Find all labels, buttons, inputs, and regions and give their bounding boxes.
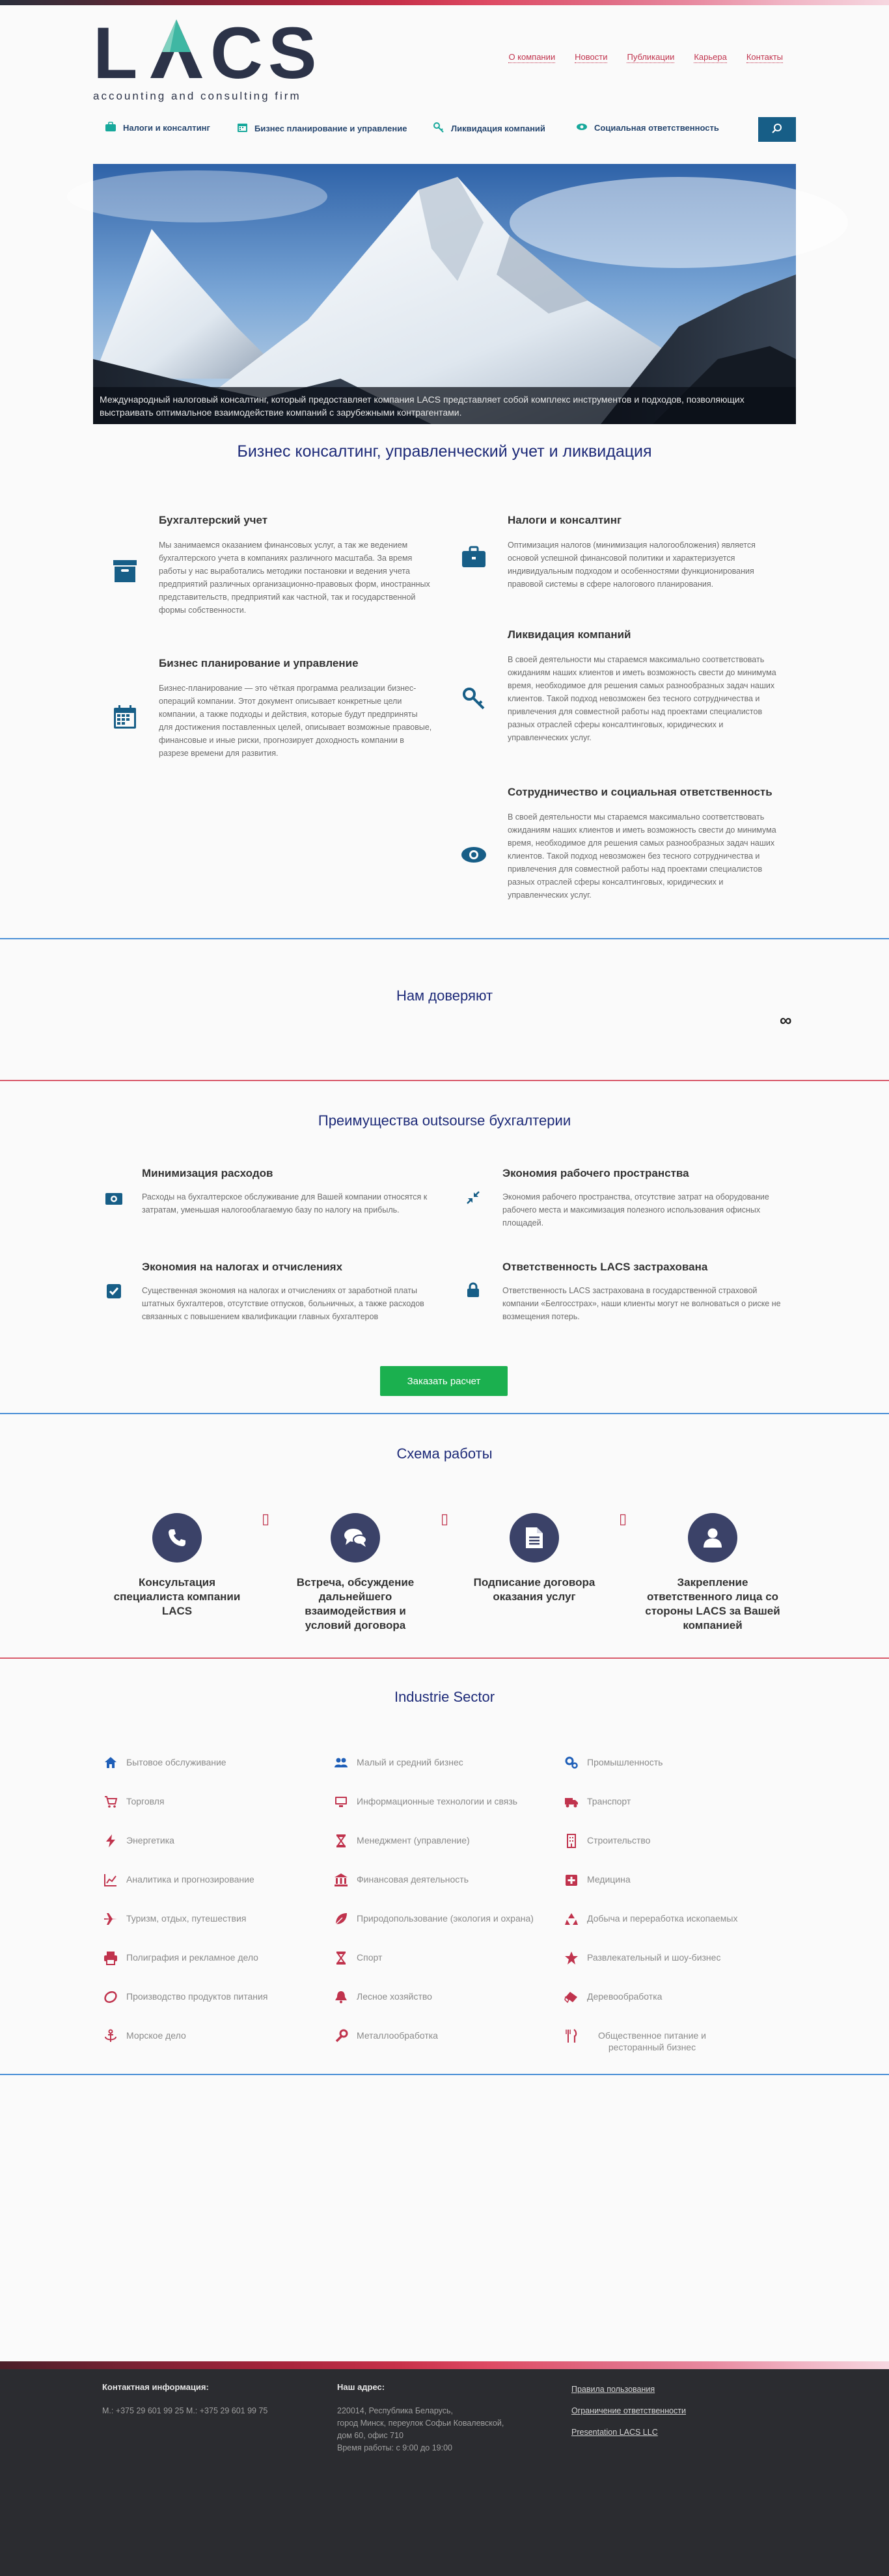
- industry-item[interactable]: [335, 1991, 556, 2004]
- chart-icon: [104, 1873, 117, 1886]
- site-footer: [0, 2369, 889, 2576]
- industry-label: Природопользование (экология и охрана): [357, 1913, 534, 1924]
- cutlery-icon: [565, 2030, 578, 2043]
- industry-item[interactable]: [565, 1991, 786, 2004]
- service-text: Бизнес-планирование — это чёткая программа реализации бизнес-операций компании. Этот документ описывает конкретные цели компании, а также подходы и действия, которые будут предприняты для достижения поставленных целей, описывает возможные правовые, финансовые и иные риски, прогнозирует доходность компании в разрезе времени для развития.: [159, 684, 432, 758]
- advantages-title: Преимущества outsourse бухгалтерии: [318, 1112, 571, 1129]
- bank-icon: [335, 1873, 348, 1886]
- industry-item[interactable]: [335, 1795, 556, 1808]
- leaf-icon: [335, 1912, 348, 1925]
- industry-item[interactable]: [335, 1952, 556, 1965]
- industry-label: Строительство: [587, 1835, 651, 1845]
- eye-icon: [459, 840, 488, 869]
- check-square-icon: [104, 1281, 124, 1301]
- industry-label: Финансовая деятельность: [357, 1874, 469, 1885]
- industry-label: Развлекательный и шоу-бизнес: [587, 1952, 721, 1963]
- industry-item[interactable]: [104, 1834, 325, 1847]
- top-nav-contacts[interactable]: Контакты: [746, 52, 783, 62]
- industry-label: Медицина: [587, 1874, 631, 1885]
- service-text: Оптимизация налогов (минимизация налогообложения) является основой успешной финансовой политики и характеризуется индивидуальным подходом и особенностями функционирования правовой системы в сфере налогового планирования.: [508, 541, 756, 589]
- service-taxes: [508, 514, 781, 591]
- advantage-cost-minimization: [142, 1167, 435, 1216]
- order-calculation-button[interactable]: Заказать расчет: [380, 1366, 508, 1396]
- industry-item[interactable]: [565, 1952, 786, 1965]
- eye-icon: [576, 122, 588, 133]
- advantage-title: Экономия на налогах и отчислениях: [142, 1261, 343, 1273]
- step-label: Встреча, обсуждение дальнейшего взаимодействия и условий договора: [296, 1576, 415, 1631]
- service-title: Ликвидация компаний: [508, 628, 631, 641]
- industry-item[interactable]: [565, 1873, 786, 1886]
- star-icon: [565, 1952, 578, 1965]
- industry-label: Менеджмент (управление): [357, 1835, 470, 1845]
- footer-contacts-title: Контактная информация:: [102, 2382, 209, 2392]
- advantage-tax-savings: [142, 1261, 435, 1323]
- archive-icon: [111, 557, 139, 585]
- footer-link-disclaimer[interactable]: Ограничение ответственности: [571, 2406, 687, 2415]
- calendar-icon: [236, 122, 248, 134]
- industry-item[interactable]: [335, 2030, 556, 2043]
- step-label: Подписание договора оказания услуг: [473, 1576, 595, 1603]
- cart-icon: [104, 1795, 117, 1808]
- workflow-title: Схема работы: [396, 1445, 493, 1462]
- trust-title: Нам доверяют: [396, 987, 493, 1004]
- advantage-title: Минимизация расходов: [142, 1167, 273, 1179]
- footer-contacts: [102, 2381, 310, 2417]
- service-text: В своей деятельности мы стараемся максимально соответствовать ожиданиям наших клиентов и иметь возможность свести до минимума время, необходимое для решения самых разнообразных задач наших клиентов. Такой подход невозможен без тесного сотрудничества и привлечения для совместной работы над проектами специалистов разных отраслей сферы консалтинговых, юридических и управленческих услуг.: [508, 655, 776, 742]
- plane-icon: [104, 1912, 117, 1925]
- industry-item[interactable]: [104, 1795, 325, 1808]
- bolt-icon: [104, 1834, 117, 1847]
- hourglass-icon: [335, 1834, 348, 1847]
- advantage-title: Экономия рабочего пространства: [502, 1167, 689, 1179]
- desktop-icon: [335, 1795, 348, 1808]
- industry-label: Металлообработка: [357, 2030, 438, 2041]
- site-header: [93, 5, 796, 109]
- industry-label: Полиграфия и рекламное дело: [126, 1952, 258, 1963]
- service-liquidation: [508, 628, 781, 744]
- briefcase-icon: [105, 122, 116, 133]
- category-label: Бизнес планирование и управление: [254, 123, 407, 133]
- category-label: Социальная ответственность: [594, 122, 719, 133]
- industry-item[interactable]: [565, 1795, 786, 1808]
- category-label: Ликвидация компаний: [451, 124, 545, 133]
- footer-address-line: дом 60, офис 710: [337, 2431, 403, 2440]
- industry-label: Производство продуктов питания: [126, 1991, 268, 2002]
- workflow-step-contract: [466, 1513, 603, 1604]
- industry-label: Туризм, отдых, путешествия: [126, 1913, 247, 1924]
- category-liquidation[interactable]: [433, 122, 545, 135]
- industry-item[interactable]: [335, 1912, 556, 1925]
- service-title: Бухгалтерский учет: [159, 514, 268, 526]
- advantage-text: Экономия рабочего пространства, отсутствие затрат на оборудование рабочего места и максимизация полезного использования офисных площадей.: [502, 1192, 769, 1228]
- top-color-stripe: [0, 0, 889, 5]
- step-label: Консультация специалиста компании LACS: [113, 1576, 241, 1617]
- phone-icon: [152, 1513, 202, 1563]
- carousel-control[interactable]: ∞: [780, 1010, 792, 1030]
- industry-item[interactable]: [335, 1756, 556, 1769]
- footer-color-stripe: [0, 2361, 889, 2369]
- step-arrow: ▯: [619, 1510, 627, 1527]
- industry-label: Информационные технологии и связь: [357, 1796, 518, 1806]
- briefcase-icon: [459, 543, 488, 571]
- industry-label: Общественное питание и ресторанный бизнес: [598, 2030, 706, 2052]
- industry-label: Транспорт: [587, 1796, 631, 1806]
- category-business-planning[interactable]: [236, 122, 407, 134]
- industries-title: Industrie Sector: [394, 1689, 495, 1705]
- step-arrow: ▯: [441, 1510, 449, 1527]
- medkit-icon: [565, 1873, 578, 1886]
- industry-label: Спорт: [357, 1952, 383, 1963]
- cogs-icon: [565, 1756, 578, 1769]
- recycle-icon: [565, 1912, 578, 1925]
- divider: [0, 2074, 889, 2075]
- svg-text:CS: CS: [210, 12, 322, 94]
- category-taxes[interactable]: [105, 122, 210, 133]
- hourglass-icon: [335, 1952, 348, 1965]
- footer-address: [337, 2381, 532, 2454]
- tagline: accounting and consulting firm: [93, 90, 301, 102]
- workflow-step-responsible-person: [644, 1513, 781, 1633]
- workflow-step-consultation: [109, 1513, 245, 1618]
- industry-label: Бытовое обслуживание: [126, 1757, 226, 1767]
- eraser-icon: [565, 1991, 578, 2004]
- compress-icon: [463, 1188, 483, 1207]
- key-icon: [459, 684, 488, 713]
- advantage-workspace: [502, 1167, 795, 1229]
- divider: [0, 1080, 889, 1081]
- footer-address-title: Наш адрес:: [337, 2382, 385, 2392]
- footer-address-line: город Минск, переулок Софьи Ковалевской,: [337, 2419, 504, 2428]
- top-nav: [508, 52, 783, 63]
- service-text: В своей деятельности мы стараемся максимально соответствовать ожиданиям наших клиентов и иметь возможность свести до минимума время, необходимое для решения самых разнообразных задач наших клиентов. Такой подход невозможен без тесного сотрудничества и привлечения для совместной работы над проектами специалистов разных отраслей сферы консалтинговых, юридических и управленческих услуг.: [508, 812, 776, 900]
- service-title: Сотрудничество и социальная ответственность: [508, 786, 773, 798]
- industry-label: Энергетика: [126, 1835, 174, 1845]
- truck-icon: [565, 1795, 578, 1808]
- workflow-step-meeting: [287, 1513, 424, 1633]
- key-icon: [433, 122, 444, 135]
- footer-link-presentation[interactable]: Presentation LACS LLC: [571, 2428, 658, 2437]
- service-text: Мы занимаемся оказанием финансовых услуг, а так же ведением бухгалтерского учета в компаниях различного масштаба. За время работы у нас выработались методики постановки и ведения учета предприятий различных организационно-правовых форм, иностранных представительств, предприятий как частной, так и государственной формы собственности.: [159, 541, 430, 615]
- footer-links: [571, 2383, 767, 2448]
- hero-caption: Международный налоговый консалтинг, который предоставляет компания LACS представляет собой комплекс инструментов и подходов, позволяющих выстраивать оптимальное взаимодействие компаний с зарубежными контрагентами.: [93, 387, 796, 424]
- anchor-icon: [104, 2030, 117, 2043]
- services-title: Бизнес консалтинг, управленческий учет и ликвидация: [237, 442, 652, 461]
- comments-icon: [331, 1513, 380, 1563]
- top-nav-career[interactable]: Карьера: [694, 52, 727, 62]
- industry-item[interactable]: [335, 1873, 556, 1886]
- step-label: Закрепление ответственного лица со стороны LACS за Вашей компанией: [645, 1576, 780, 1631]
- logo[interactable]: [93, 12, 322, 94]
- industry-item[interactable]: [104, 1873, 325, 1886]
- industry-label: Деревообработка: [587, 1991, 663, 2002]
- industry-item[interactable]: [565, 1912, 786, 1925]
- advantage-text: Ответственность LACS застрахована в государственной страховой компании «Белгосстрах», наши клиенты могут не волноваться о риске не возмещения потерь.: [502, 1286, 781, 1321]
- footer-working-hours: Время работы: с 9:00 до 19:00: [337, 2443, 452, 2452]
- top-nav-news[interactable]: Новости: [575, 52, 608, 62]
- industry-item[interactable]: [565, 1756, 786, 1769]
- top-nav-publications[interactable]: Публикации: [627, 52, 675, 62]
- wrench-icon: [335, 2030, 348, 2043]
- category-social-responsibility[interactable]: [576, 122, 719, 133]
- top-nav-about[interactable]: О компании: [508, 52, 556, 62]
- service-title: Бизнес планирование и управление: [159, 657, 359, 669]
- category-nav: [93, 117, 796, 143]
- industry-item[interactable]: [104, 1991, 325, 2004]
- industry-label: Морское дело: [126, 2030, 186, 2041]
- industry-label: Промышленность: [587, 1757, 663, 1767]
- search-icon: [772, 123, 782, 137]
- money-icon: [104, 1189, 124, 1209]
- document-icon: [510, 1513, 559, 1563]
- service-accounting: [159, 514, 432, 617]
- calendar-icon: [111, 703, 139, 731]
- industry-item[interactable]: [104, 1912, 325, 1925]
- service-business-planning: [159, 657, 432, 760]
- svg-text:L: L: [93, 12, 152, 94]
- industry-item[interactable]: [565, 2030, 786, 2053]
- industry-item[interactable]: [104, 1952, 325, 1965]
- service-social-responsibility: [508, 786, 781, 902]
- bell-icon: [335, 1991, 348, 2004]
- search-button[interactable]: [758, 117, 796, 142]
- user-icon: [688, 1513, 737, 1563]
- step-arrow: ▯: [262, 1510, 270, 1527]
- category-label: Налоги и консалтинг: [123, 123, 210, 133]
- industry-label: Добыча и переработка ископаемых: [587, 1913, 738, 1924]
- industry-label: Торговля: [126, 1796, 165, 1806]
- hero-banner: [93, 164, 796, 424]
- footer-address-line: 220014, Республика Беларусь,: [337, 2406, 453, 2415]
- home-icon: [104, 1756, 117, 1769]
- print-icon: [104, 1952, 117, 1965]
- advantage-insurance: [502, 1261, 795, 1323]
- industry-item[interactable]: [104, 1756, 325, 1769]
- mountain-image: [93, 164, 796, 424]
- advantage-title: Ответственность LACS застрахована: [502, 1261, 708, 1273]
- industry-item[interactable]: [104, 2030, 325, 2043]
- footer-phones: М.: +375 29 601 99 25 М.: +375 29 601 99 75: [102, 2406, 268, 2415]
- divider: [0, 1657, 889, 1659]
- industry-item[interactable]: [565, 1834, 786, 1847]
- divider: [0, 938, 889, 939]
- lemon-icon: [104, 1991, 117, 2004]
- footer-link-terms[interactable]: Правила пользования: [571, 2385, 655, 2394]
- lock-icon: [463, 1280, 483, 1300]
- service-title: Налоги и консалтинг: [508, 514, 622, 526]
- divider: [0, 1413, 889, 1414]
- industry-label: Малый и средний бизнес: [357, 1757, 463, 1767]
- users-icon: [335, 1756, 348, 1769]
- building-icon: [565, 1834, 578, 1847]
- advantage-text: Расходы на бухгалтерское обслуживание для Вашей компании относятся к затратам, уменьшая налогооблагаемую базу по налогу на прибыль.: [142, 1192, 428, 1214]
- industry-label: Аналитика и прогнозирование: [126, 1874, 254, 1885]
- industry-item[interactable]: [335, 1834, 556, 1847]
- industry-label: Лесное хозяйство: [357, 1991, 432, 2002]
- advantage-text: Существенная экономия на налогах и отчислениях от заработной платы штатных бухгалтеров, отсутствие отпусков, больничных, а также расходов связанных с повышением квалификации главных бухгалтеров: [142, 1286, 424, 1321]
